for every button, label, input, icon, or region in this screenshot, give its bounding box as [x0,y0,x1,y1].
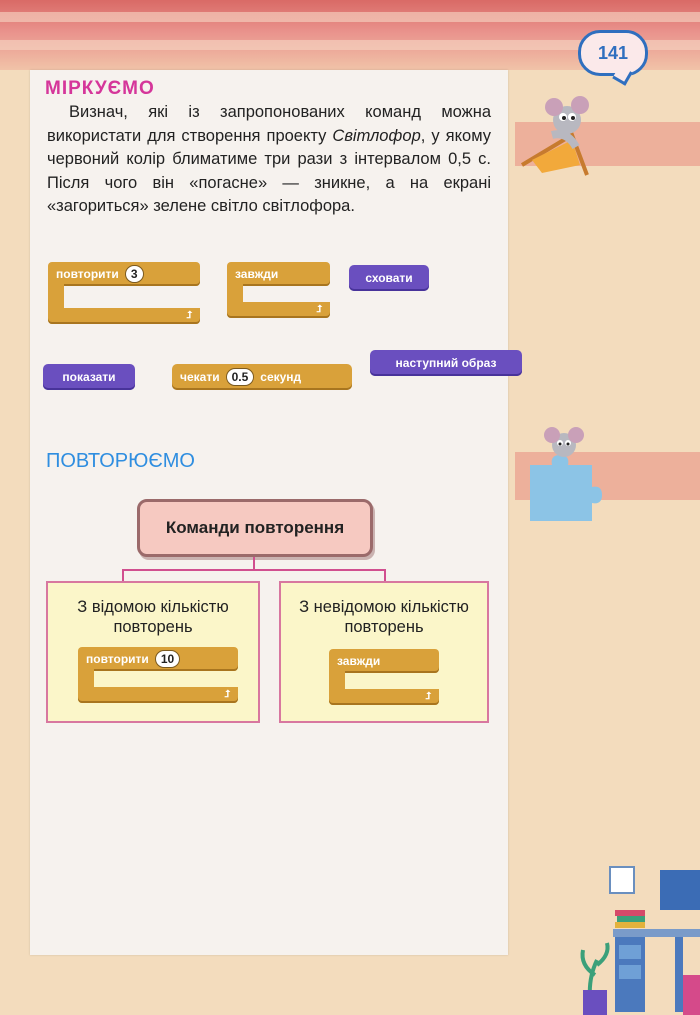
desk-with-books-icon [575,865,700,1015]
wait-block [172,364,352,390]
diagram-box-known-label: З відомою кількістю повторень [77,598,229,636]
forever-block-label: завжди [235,267,279,281]
diagram-connector [122,569,386,571]
diagram-box-unknown-count [279,581,489,723]
diagram-box-known-count [46,581,260,723]
next-costume-block: наступний образ [370,350,522,376]
task-paragraph: Визнач, які із запропонованих команд можна використати для створення проекту Світлофор, у якому червоний колір блиматиме три рази з інтервалом 0,5 с. Після чого він «погасне» — зникне, а на екрані «загориться» зелене світло світлофора. [47,103,491,215]
repeat-block-value: 3 [125,265,144,283]
section-heading-repeat: ПОВТОРЮЄМО [46,450,195,472]
repeat-10-block-value: 10 [155,650,180,668]
forever-block-diagram-label: завжди [337,654,381,668]
forever-block-diagram [329,649,439,709]
forever-block [227,262,330,322]
repeat-10-block [78,647,238,707]
page-number: 141 [578,30,648,76]
mouse-with-puzzle-icon [522,425,607,523]
wait-block-label: чекати [180,370,220,384]
wait-block-unit: секунд [260,370,302,384]
hide-block: сховати [349,265,429,291]
diagram-root-box: Команди повторення [137,499,373,557]
diagram-box-unknown-label: З невідомою кількістю повторень [299,598,469,636]
loop-arrow-icon: ⮥ [316,304,322,315]
mouse-in-deckchair-icon [512,95,612,180]
loop-arrow-icon: ⮥ [186,310,192,321]
section-heading-think: МІРКУЄМО [45,78,155,99]
repeat-10-block-label: повторити [86,652,149,666]
repeat-block-label: повторити [56,267,119,281]
loop-arrow-icon: ⮥ [224,689,230,700]
repeat-block [48,262,200,330]
wait-block-value: 0.5 [226,368,255,386]
show-block: показати [43,364,135,390]
loop-arrow-icon: ⮥ [425,691,431,702]
